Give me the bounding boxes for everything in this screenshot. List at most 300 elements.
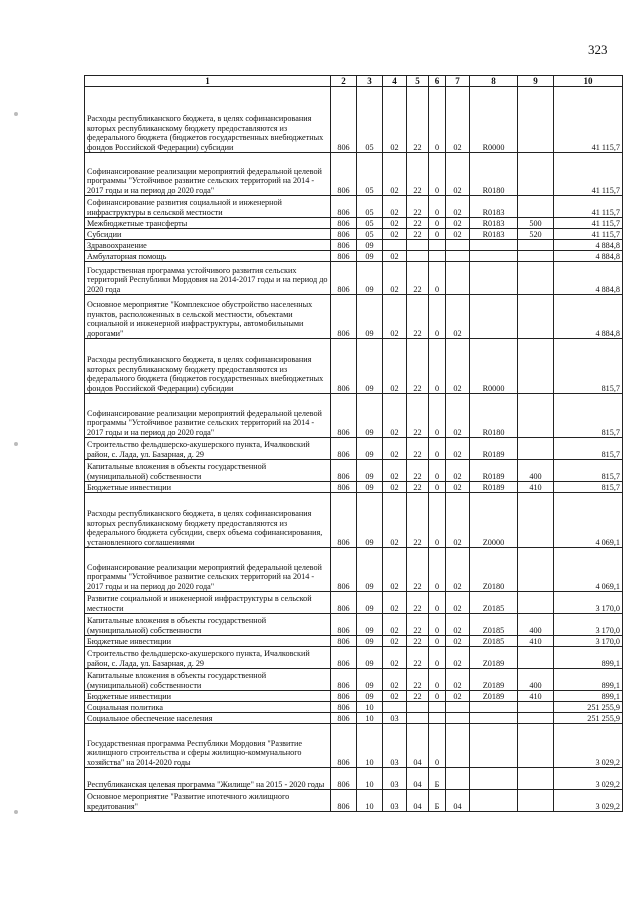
cell-amount: 815,7 xyxy=(554,460,623,482)
cell-amount: 815,7 xyxy=(554,438,623,460)
cell-section: 09 xyxy=(357,295,383,339)
cell-direction: Z0189 xyxy=(470,647,518,669)
cell-subsection: 02 xyxy=(383,647,407,669)
cell-activity xyxy=(446,262,470,295)
table-row xyxy=(85,790,623,812)
cell-activity xyxy=(446,702,470,713)
cell-subprogram: 0 xyxy=(429,295,446,339)
table-row xyxy=(85,636,623,647)
cell-expense-type xyxy=(518,87,554,153)
cell-activity: 02 xyxy=(446,548,470,592)
table-row xyxy=(85,669,623,691)
cell-subsection: 02 xyxy=(383,636,407,647)
table-row xyxy=(85,460,623,482)
cell-amount: 3 029,2 xyxy=(554,768,623,790)
cell-ministry: 806 xyxy=(331,691,357,702)
cell-expense-type xyxy=(518,493,554,548)
row-name: Строительство фельдшерско-акушерского пункта, Ичалковский район, с. Лада, ул. Базарная, д. 29 xyxy=(85,438,331,460)
column-header-9: 9 xyxy=(518,76,554,87)
cell-activity: 02 xyxy=(446,691,470,702)
cell-direction: R0000 xyxy=(470,87,518,153)
cell-expense-type: 400 xyxy=(518,669,554,691)
column-header-6: 6 xyxy=(429,76,446,87)
cell-section: 10 xyxy=(357,768,383,790)
cell-program: 22 xyxy=(407,636,429,647)
cell-program xyxy=(407,251,429,262)
cell-subprogram: 0 xyxy=(429,647,446,669)
cell-program: 22 xyxy=(407,87,429,153)
cell-subprogram xyxy=(429,702,446,713)
cell-subsection: 02 xyxy=(383,548,407,592)
cell-subprogram xyxy=(429,240,446,251)
cell-section: 09 xyxy=(357,339,383,394)
cell-direction: Z0189 xyxy=(470,691,518,702)
table-row xyxy=(85,713,623,724)
cell-ministry: 806 xyxy=(331,493,357,548)
cell-amount: 899,1 xyxy=(554,691,623,702)
cell-section: 10 xyxy=(357,713,383,724)
cell-program: 22 xyxy=(407,691,429,702)
cell-subsection: 02 xyxy=(383,153,407,196)
cell-activity: 02 xyxy=(446,614,470,636)
cell-activity: 02 xyxy=(446,153,470,196)
cell-subprogram: 0 xyxy=(429,218,446,229)
cell-expense-type xyxy=(518,790,554,812)
cell-activity xyxy=(446,240,470,251)
cell-activity: 02 xyxy=(446,592,470,614)
cell-program: 22 xyxy=(407,229,429,240)
cell-section: 09 xyxy=(357,647,383,669)
cell-ministry: 806 xyxy=(331,614,357,636)
cell-program: 22 xyxy=(407,153,429,196)
cell-subprogram: 0 xyxy=(429,229,446,240)
cell-direction: R0000 xyxy=(470,339,518,394)
table-row xyxy=(85,592,623,614)
cell-expense-type xyxy=(518,592,554,614)
punch-hole-mark xyxy=(14,112,18,116)
header-row xyxy=(85,76,623,87)
cell-ministry: 806 xyxy=(331,153,357,196)
cell-direction: Z0185 xyxy=(470,636,518,647)
cell-program: 22 xyxy=(407,493,429,548)
cell-subsection: 02 xyxy=(383,87,407,153)
cell-direction: R0180 xyxy=(470,153,518,196)
cell-subsection: 02 xyxy=(383,339,407,394)
cell-section: 09 xyxy=(357,240,383,251)
cell-section: 09 xyxy=(357,460,383,482)
cell-direction: R0183 xyxy=(470,196,518,218)
cell-program: 22 xyxy=(407,669,429,691)
cell-amount: 899,1 xyxy=(554,647,623,669)
row-name: Межбюджетные трансферты xyxy=(85,218,331,229)
cell-subsection xyxy=(383,702,407,713)
table-row xyxy=(85,153,623,196)
cell-program: 22 xyxy=(407,295,429,339)
cell-expense-type xyxy=(518,647,554,669)
table-row xyxy=(85,702,623,713)
cell-section: 10 xyxy=(357,724,383,768)
cell-program: 22 xyxy=(407,339,429,394)
cell-program: 22 xyxy=(407,647,429,669)
cell-subsection: 02 xyxy=(383,592,407,614)
table-body xyxy=(85,87,623,812)
cell-expense-type: 500 xyxy=(518,218,554,229)
table-row xyxy=(85,691,623,702)
cell-amount: 4 884,8 xyxy=(554,251,623,262)
cell-expense-type xyxy=(518,262,554,295)
column-header-8: 8 xyxy=(470,76,518,87)
cell-expense-type xyxy=(518,724,554,768)
table-row xyxy=(85,339,623,394)
table-row xyxy=(85,295,623,339)
cell-activity: 02 xyxy=(446,669,470,691)
cell-direction: Z0000 xyxy=(470,493,518,548)
cell-expense-type: 400 xyxy=(518,614,554,636)
cell-subprogram: 0 xyxy=(429,614,446,636)
row-name: Государственная программа устойчивого развития сельских территорий Республики Мордовия на 2014-2017 годы и на период до 2020 года xyxy=(85,262,331,295)
budget-table xyxy=(84,75,623,812)
cell-activity: 02 xyxy=(446,295,470,339)
cell-amount: 41 115,7 xyxy=(554,196,623,218)
cell-direction: R0180 xyxy=(470,394,518,438)
cell-program: 04 xyxy=(407,790,429,812)
cell-activity xyxy=(446,768,470,790)
cell-subprogram: 0 xyxy=(429,262,446,295)
cell-program: 22 xyxy=(407,482,429,493)
cell-section: 05 xyxy=(357,218,383,229)
cell-expense-type: 410 xyxy=(518,482,554,493)
row-name: Республиканская целевая программа "Жилище" на 2015 - 2020 годы xyxy=(85,768,331,790)
cell-direction xyxy=(470,240,518,251)
cell-program: 04 xyxy=(407,724,429,768)
cell-subprogram: 0 xyxy=(429,548,446,592)
cell-direction xyxy=(470,790,518,812)
cell-expense-type xyxy=(518,251,554,262)
cell-expense-type xyxy=(518,240,554,251)
punch-hole-mark xyxy=(14,810,18,814)
row-name: Капитальные вложения в объекты государственной (муниципальной) собственности xyxy=(85,460,331,482)
cell-expense-type xyxy=(518,438,554,460)
cell-ministry: 806 xyxy=(331,702,357,713)
cell-amount: 4 069,1 xyxy=(554,548,623,592)
cell-subprogram: 0 xyxy=(429,460,446,482)
cell-activity xyxy=(446,251,470,262)
cell-subsection: 02 xyxy=(383,262,407,295)
cell-subprogram: 0 xyxy=(429,438,446,460)
cell-subprogram: 0 xyxy=(429,493,446,548)
cell-activity: 02 xyxy=(446,229,470,240)
row-name: Социальное обеспечение населения xyxy=(85,713,331,724)
cell-amount: 3 170,0 xyxy=(554,636,623,647)
cell-ministry: 806 xyxy=(331,240,357,251)
cell-amount: 3 029,2 xyxy=(554,724,623,768)
row-name: Развитие социальной и инженерной инфраструктуры в сельской местности xyxy=(85,592,331,614)
cell-activity: 02 xyxy=(446,460,470,482)
row-name: Основное мероприятие "Комплексное обустройство населенных пунктов, расположенных в сельской местности, объектами социальной и инженерной инфраструктуры, автомобильными дорогами" xyxy=(85,295,331,339)
cell-section: 05 xyxy=(357,153,383,196)
cell-program: 22 xyxy=(407,592,429,614)
cell-subsection: 02 xyxy=(383,295,407,339)
cell-amount: 815,7 xyxy=(554,482,623,493)
cell-subsection: 03 xyxy=(383,713,407,724)
cell-ministry: 806 xyxy=(331,262,357,295)
cell-subprogram: Б xyxy=(429,768,446,790)
cell-section: 05 xyxy=(357,229,383,240)
row-name: Социальная политика xyxy=(85,702,331,713)
cell-direction xyxy=(470,295,518,339)
row-name: Здравоохранение xyxy=(85,240,331,251)
cell-activity: 04 xyxy=(446,790,470,812)
cell-ministry: 806 xyxy=(331,636,357,647)
cell-expense-type xyxy=(518,548,554,592)
cell-subsection: 02 xyxy=(383,482,407,493)
table-row xyxy=(85,262,623,295)
cell-direction xyxy=(470,702,518,713)
cell-program: 22 xyxy=(407,196,429,218)
cell-section: 05 xyxy=(357,87,383,153)
cell-ministry: 806 xyxy=(331,482,357,493)
cell-direction: R0189 xyxy=(470,438,518,460)
row-name: Капитальные вложения в объекты государственной (муниципальной) собственности xyxy=(85,669,331,691)
row-name: Субсидии xyxy=(85,229,331,240)
cell-direction: Z0185 xyxy=(470,592,518,614)
cell-subprogram: Б xyxy=(429,790,446,812)
cell-section: 09 xyxy=(357,493,383,548)
cell-ministry: 806 xyxy=(331,768,357,790)
cell-expense-type xyxy=(518,153,554,196)
cell-subsection: 02 xyxy=(383,218,407,229)
cell-program xyxy=(407,240,429,251)
cell-activity: 02 xyxy=(446,438,470,460)
cell-ministry: 806 xyxy=(331,548,357,592)
cell-section: 09 xyxy=(357,614,383,636)
cell-expense-type xyxy=(518,394,554,438)
cell-ministry: 806 xyxy=(331,229,357,240)
table-row xyxy=(85,229,623,240)
row-name: Софинансирование реализации мероприятий федеральной целевой программы "Устойчивое развитие сельских территорий на 2014 - 2017 годы и на период до 2020 года" xyxy=(85,153,331,196)
cell-expense-type: 410 xyxy=(518,636,554,647)
cell-program: 22 xyxy=(407,262,429,295)
cell-section: 09 xyxy=(357,251,383,262)
cell-activity: 02 xyxy=(446,493,470,548)
table-row xyxy=(85,218,623,229)
cell-section: 10 xyxy=(357,790,383,812)
cell-subprogram: 0 xyxy=(429,394,446,438)
cell-section: 09 xyxy=(357,394,383,438)
cell-ministry: 806 xyxy=(331,196,357,218)
cell-subsection: 02 xyxy=(383,394,407,438)
cell-ministry: 806 xyxy=(331,87,357,153)
cell-subprogram: 0 xyxy=(429,592,446,614)
cell-ministry: 806 xyxy=(331,251,357,262)
row-name: Расходы республиканского бюджета, в целях софинансирования которых республиканскому бюджету предоставляются из федерального бюджета субсидии, сверх объема софинансирования, установленного соглашениями xyxy=(85,493,331,548)
cell-subprogram: 0 xyxy=(429,87,446,153)
cell-direction: Z0180 xyxy=(470,548,518,592)
cell-activity: 02 xyxy=(446,87,470,153)
row-name: Софинансирование реализации мероприятий федеральной целевой программы "Устойчивое развитие сельских территорий на 2014 - 2017 годы и на период до 2020 года" xyxy=(85,394,331,438)
cell-ministry: 806 xyxy=(331,713,357,724)
cell-amount: 4 884,8 xyxy=(554,262,623,295)
cell-subprogram xyxy=(429,251,446,262)
table-row xyxy=(85,87,623,153)
cell-direction: R0183 xyxy=(470,229,518,240)
cell-program: 22 xyxy=(407,394,429,438)
cell-subprogram: 0 xyxy=(429,636,446,647)
cell-activity: 02 xyxy=(446,339,470,394)
cell-amount: 41 115,7 xyxy=(554,87,623,153)
cell-subprogram: 0 xyxy=(429,482,446,493)
cell-direction: R0189 xyxy=(470,482,518,493)
cell-direction: R0183 xyxy=(470,218,518,229)
cell-activity: 02 xyxy=(446,636,470,647)
cell-direction xyxy=(470,768,518,790)
cell-ministry: 806 xyxy=(331,438,357,460)
cell-ministry: 806 xyxy=(331,394,357,438)
cell-program: 22 xyxy=(407,438,429,460)
cell-expense-type: 400 xyxy=(518,460,554,482)
table-row xyxy=(85,768,623,790)
cell-section: 09 xyxy=(357,262,383,295)
cell-section: 09 xyxy=(357,592,383,614)
row-name: Софинансирование реализации мероприятий федеральной целевой программы "Устойчивое развитие сельских территорий на 2014 - 2017 годы и на период до 2020 года" xyxy=(85,548,331,592)
cell-program: 22 xyxy=(407,218,429,229)
page-number: 323 xyxy=(588,42,608,57)
cell-ministry: 806 xyxy=(331,339,357,394)
cell-ministry: 806 xyxy=(331,218,357,229)
cell-section: 09 xyxy=(357,548,383,592)
cell-subprogram xyxy=(429,713,446,724)
cell-direction: R0189 xyxy=(470,460,518,482)
cell-amount: 3 170,0 xyxy=(554,614,623,636)
cell-direction xyxy=(470,262,518,295)
table-row xyxy=(85,548,623,592)
cell-amount: 4 069,1 xyxy=(554,493,623,548)
cell-amount: 41 115,7 xyxy=(554,218,623,229)
table-row xyxy=(85,647,623,669)
cell-activity: 02 xyxy=(446,647,470,669)
cell-activity: 02 xyxy=(446,218,470,229)
cell-ministry: 806 xyxy=(331,592,357,614)
cell-activity xyxy=(446,724,470,768)
cell-amount: 41 115,7 xyxy=(554,229,623,240)
row-name: Бюджетные инвестиции xyxy=(85,636,331,647)
cell-program: 04 xyxy=(407,768,429,790)
cell-expense-type xyxy=(518,339,554,394)
punch-hole-mark xyxy=(14,442,18,446)
cell-expense-type: 410 xyxy=(518,691,554,702)
cell-subsection: 02 xyxy=(383,196,407,218)
cell-amount: 41 115,7 xyxy=(554,153,623,196)
cell-ministry: 806 xyxy=(331,295,357,339)
cell-direction: Z0189 xyxy=(470,669,518,691)
cell-ministry: 806 xyxy=(331,669,357,691)
cell-program xyxy=(407,702,429,713)
cell-subsection: 03 xyxy=(383,724,407,768)
row-name: Расходы республиканского бюджета, в целях софинансирования которых республиканскому бюджету предоставляются из федерального бюджета (бюджетов государственных внебюджетных фондов Российской Федерации) субсидии xyxy=(85,87,331,153)
cell-section: 09 xyxy=(357,636,383,647)
table-row xyxy=(85,240,623,251)
row-name: Строительство фельдшерско-акушерского пункта, Ичалковский район, с. Лада, ул. Базарная, д. 29 xyxy=(85,647,331,669)
cell-subsection: 02 xyxy=(383,493,407,548)
cell-expense-type xyxy=(518,295,554,339)
cell-subsection: 02 xyxy=(383,614,407,636)
table-row xyxy=(85,196,623,218)
cell-subsection: 02 xyxy=(383,691,407,702)
column-header-7: 7 xyxy=(446,76,470,87)
cell-section: 09 xyxy=(357,482,383,493)
cell-subsection xyxy=(383,240,407,251)
row-name: Расходы республиканского бюджета, в целях софинансирования которых республиканскому бюджету предоставляются из федерального бюджета (бюджетов государственных внебюджетных фондов Российской Федерации) субсидии xyxy=(85,339,331,394)
cell-subprogram: 0 xyxy=(429,153,446,196)
cell-ministry: 806 xyxy=(331,647,357,669)
cell-amount: 815,7 xyxy=(554,339,623,394)
cell-expense-type: 520 xyxy=(518,229,554,240)
cell-expense-type xyxy=(518,768,554,790)
cell-ministry: 806 xyxy=(331,460,357,482)
cell-amount: 3 029,2 xyxy=(554,790,623,812)
cell-expense-type xyxy=(518,713,554,724)
cell-amount: 899,1 xyxy=(554,669,623,691)
cell-subprogram: 0 xyxy=(429,691,446,702)
cell-direction xyxy=(470,713,518,724)
cell-activity xyxy=(446,713,470,724)
cell-ministry: 806 xyxy=(331,790,357,812)
cell-subsection: 02 xyxy=(383,229,407,240)
cell-subsection: 03 xyxy=(383,790,407,812)
row-name: Амбулаторная помощь xyxy=(85,251,331,262)
cell-activity: 02 xyxy=(446,394,470,438)
row-name: Капитальные вложения в объекты государственной (муниципальной) собственности xyxy=(85,614,331,636)
cell-program: 22 xyxy=(407,460,429,482)
column-header-1: 1 xyxy=(85,76,331,87)
cell-direction: Z0185 xyxy=(470,614,518,636)
cell-amount: 3 170,0 xyxy=(554,592,623,614)
row-name: Софинансирование развития социальной и инженерной инфраструктуры в сельской местности xyxy=(85,196,331,218)
cell-ministry: 806 xyxy=(331,724,357,768)
cell-section: 05 xyxy=(357,196,383,218)
cell-amount: 4 884,8 xyxy=(554,240,623,251)
cell-amount: 4 884,8 xyxy=(554,295,623,339)
column-header-3: 3 xyxy=(357,76,383,87)
cell-direction xyxy=(470,724,518,768)
cell-subsection: 02 xyxy=(383,669,407,691)
cell-direction xyxy=(470,251,518,262)
cell-program: 22 xyxy=(407,548,429,592)
cell-section: 09 xyxy=(357,691,383,702)
column-header-5: 5 xyxy=(407,76,429,87)
column-header-2: 2 xyxy=(331,76,357,87)
table-row xyxy=(85,482,623,493)
cell-subsection: 02 xyxy=(383,251,407,262)
cell-section: 10 xyxy=(357,702,383,713)
table-row xyxy=(85,251,623,262)
row-name: Государственная программа Республики Мордовия "Развитие жилищного строительства и сферы жилищно-коммунального хозяйства" на 2014-2020 годы xyxy=(85,724,331,768)
cell-program: 22 xyxy=(407,614,429,636)
cell-expense-type xyxy=(518,702,554,713)
row-name: Бюджетные инвестиции xyxy=(85,482,331,493)
cell-subprogram: 0 xyxy=(429,724,446,768)
table-row xyxy=(85,394,623,438)
cell-subprogram: 0 xyxy=(429,339,446,394)
table-row xyxy=(85,438,623,460)
cell-section: 09 xyxy=(357,669,383,691)
column-header-4: 4 xyxy=(383,76,407,87)
cell-subsection: 02 xyxy=(383,460,407,482)
column-header-10: 10 xyxy=(554,76,623,87)
cell-amount: 251 255,9 xyxy=(554,702,623,713)
cell-subprogram: 0 xyxy=(429,669,446,691)
cell-subprogram: 0 xyxy=(429,196,446,218)
